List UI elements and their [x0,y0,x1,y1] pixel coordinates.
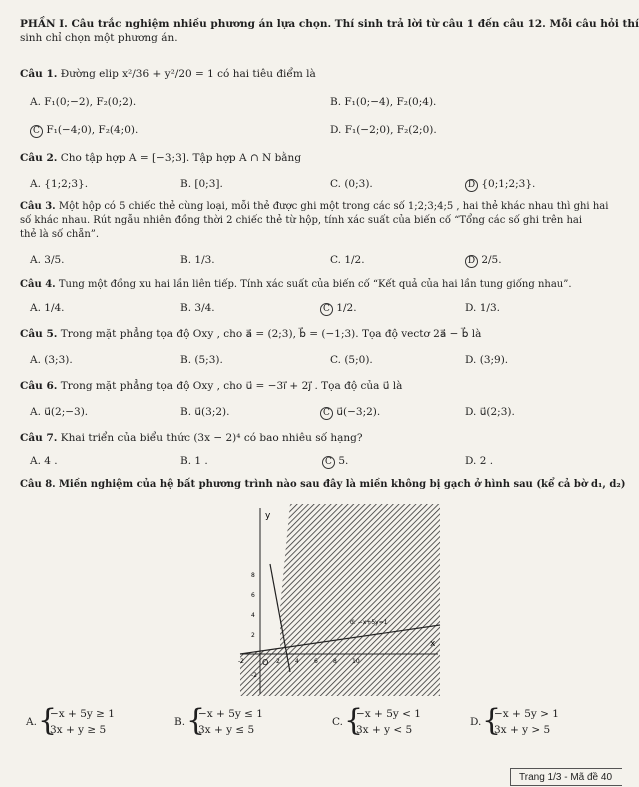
q7-option-b[interactable]: B. 1 . [180,455,208,467]
y-tick-label: 6 [251,592,255,599]
q5-option-d[interactable]: D. (3;9). [465,354,509,366]
graph-origin: O [262,658,269,667]
q4-text: Tung một đồng xu hai lần liên tiếp. Tính xác suất của biến cố “Kết quả của hai lần tung giống nhau”. [58,279,572,290]
q8-option-d-ineq1: −x + 5y > 1 [494,708,559,720]
q2-option-d[interactable] [465,178,535,192]
q2-option-d-text: {0;1;2;3}. [481,178,536,190]
q3-line3: thẻ là số chẵn”. [20,229,100,240]
q1-text: Đường elip x²/36 + y²/20 = 1 có hai tiêu điểm là [60,68,316,80]
q7-label: Câu 7. [20,432,58,444]
q4-option-b[interactable]: B. 3/4. [180,302,215,314]
q8-text: Miền nghiệm của hệ bất phương trình nào sau đây là miền không bị gạch ở hình sau (kể cả bờ d₁, d₂) [58,479,626,490]
q6-label: Câu 6. [20,380,58,392]
q6-option-c[interactable] [320,406,380,420]
selected-mark-icon: C [322,456,335,469]
y-tick-label: 2 [251,632,255,639]
section-header-line2: sinh chỉ chọn một phương án. [20,32,178,44]
q2-text: Cho tập hợp A = [−3;3]. Tập hợp A ∩ N bằng [60,152,302,164]
q8-option-b-ineq1: −x + 5y ≤ 1 [198,708,263,720]
q3-option-a[interactable]: A. 3/5. [30,254,65,266]
question-6 [20,380,402,393]
q7-option-c[interactable] [322,455,348,469]
solution-region-graph [240,504,440,696]
q1-option-d[interactable]: D. F₁(−2;0), F₂(2;0). [330,124,437,136]
q4-option-a[interactable]: A. 1/4. [30,302,65,314]
q4-option-c-text: 1/2. [336,302,357,314]
q5-option-a[interactable]: A. (3;3). [30,354,73,366]
q6-option-b[interactable]: B. u⃗(3;2). [180,406,230,418]
q1-option-c[interactable] [30,124,138,138]
graph-x-label: x [430,639,436,649]
q5-option-c[interactable]: C. (5;0). [330,354,373,366]
x-tick-label: 8 [333,658,337,665]
selected-mark-icon: C [30,125,43,138]
selected-mark-icon: C [320,407,333,420]
x-tick-label: 6 [314,658,318,665]
selected-mark-icon: C [320,303,333,316]
q7-option-a[interactable]: A. 4 . [30,455,58,467]
page-footer: Trang 1/3 - Mã đề 40 [510,768,622,786]
q8-option-a-label: A. [26,716,37,728]
q5-text: Trong mặt phẳng tọa độ Oxy , cho a⃗ = (2;3), b⃗ = (−1;3). Tọa độ vectơ 2a⃗ − b⃗ là [60,328,482,340]
question-3 [20,200,608,213]
q8-option-b-ineq2: 3x + y ≤ 5 [198,724,255,736]
q8-option-a-ineq1: −x + 5y ≥ 1 [50,708,115,720]
y-tick-label: 8 [251,572,255,579]
section-header: PHẦN I. Câu trắc nghiệm nhiều phương án lựa chọn. Thí sinh trả lời từ câu 1 đến câu 12. Mỗi câu hỏi thí [20,18,639,30]
brace-icon: { [482,703,502,738]
x-tick-label: 4 [295,658,299,665]
q8-option-d-ineq2: 3x + y > 5 [494,724,551,736]
q6-text: Trong mặt phẳng tọa độ Oxy , cho u⃗ = −3i⃗ + 2j⃗ . Tọa độ của u⃗ là [60,380,403,392]
q2-label: Câu 2. [20,152,58,164]
x-tick-label: 2 [276,658,280,665]
q3-option-d[interactable] [465,254,502,268]
q8-option-c-label: C. [332,716,343,728]
q3-option-d-text: 2/5. [481,254,502,266]
x-tick-label: 10 [352,658,360,665]
q4-option-c[interactable] [320,302,357,316]
q1-option-b[interactable]: B. F₁(0;−4), F₂(0;4). [330,96,437,108]
graph-y-label: y [265,511,271,521]
question-5 [20,328,481,341]
q1-option-c-text: F₁(−4;0), F₂(4;0). [46,124,139,136]
selected-mark-icon: D [465,255,478,268]
question-8 [20,478,625,491]
brace-icon: { [344,703,364,738]
q3-option-b[interactable]: B. 1/3. [180,254,215,266]
q8-option-d-label: D. [470,716,482,728]
q8-label: Câu 8. [20,479,56,490]
q7-option-d[interactable]: D. 2 . [465,455,494,467]
q6-option-d[interactable]: D. u⃗(2;3). [465,406,515,418]
question-2 [20,152,301,165]
q8-option-b-label: B. [174,716,186,728]
question-7 [20,432,363,445]
q2-option-c[interactable]: C. (0;3). [330,178,373,190]
q4-option-d[interactable]: D. 1/3. [465,302,500,314]
question-4 [20,278,572,291]
q5-label: Câu 5. [20,328,58,340]
q5-option-b[interactable]: B. (5;3). [180,354,223,366]
x-tick-label: -2 [238,658,244,665]
q6-option-a[interactable]: A. u⃗(2;−3). [30,406,89,418]
q8-option-c-ineq2: 3x + y < 5 [356,724,413,736]
q2-option-b[interactable]: B. [0;3]. [180,178,223,190]
question-1 [20,68,316,81]
q1-option-a[interactable]: A. F₁(0;−2), F₂(0;2). [30,96,137,108]
q7-option-c-text: 5. [338,455,349,467]
y-tick-label: -2 [251,672,257,679]
y-tick-label: 4 [251,612,255,619]
q3-line1: Một hộp có 5 chiếc thẻ cùng loại, mỗi thẻ được ghi một trong các số 1;2;3;4;5 , hai thẻ khác nhau thì ghi hai [58,201,609,212]
q8-option-c-ineq1: −x + 5y < 1 [356,708,421,720]
q1-label: Câu 1. [20,68,58,80]
selected-mark-icon: D [465,179,478,192]
q3-label: Câu 3. [20,201,56,212]
graph-line-label: d: −x+5y=1 [350,619,388,626]
q2-option-a[interactable]: A. {1;2;3}. [30,178,89,190]
q3-line2: số khác nhau. Rút ngẫu nhiên đồng thời 2 chiếc thẻ từ hộp, tính xác suất của biến cố “Tổng các số ghi trên hai [20,215,583,226]
q4-label: Câu 4. [20,279,56,290]
brace-icon: { [186,703,206,738]
q6-option-c-text: u⃗(−3;2). [336,406,381,418]
brace-icon: { [38,703,58,738]
q3-option-c[interactable]: C. 1/2. [330,254,365,266]
q8-option-a-ineq2: 3x + y ≥ 5 [50,724,107,736]
q7-text: Khai triển của biểu thức (3x − 2)⁴ có bao nhiêu số hạng? [60,432,363,444]
